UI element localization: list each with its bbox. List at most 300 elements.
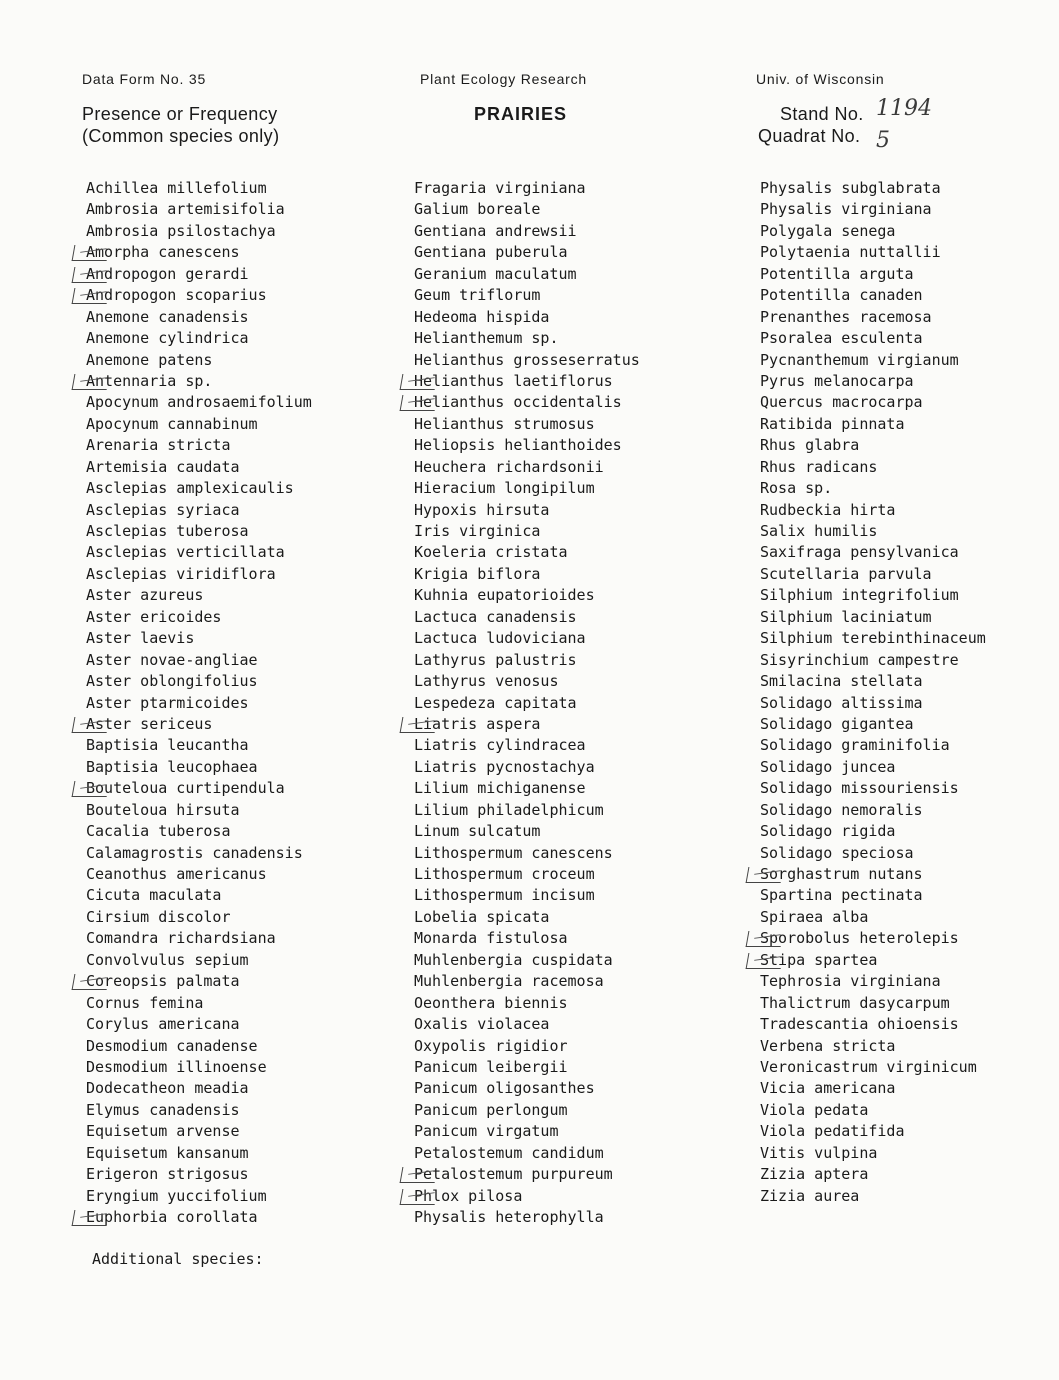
species-item bbox=[760, 371, 1059, 392]
species-name: Andropogon scoparius bbox=[86, 286, 267, 305]
species-item bbox=[86, 564, 416, 585]
species-name: Silphium terebinthinaceum bbox=[760, 629, 986, 648]
species-name: Rhus glabra bbox=[760, 436, 860, 455]
species-name: Lithospermum croceum bbox=[414, 865, 595, 883]
species-name: Panicum leibergii bbox=[414, 1057, 568, 1076]
species-item bbox=[414, 242, 744, 263]
species-item bbox=[86, 735, 416, 756]
species-name: Aster oblongifolius bbox=[86, 672, 258, 691]
species-item bbox=[414, 521, 744, 542]
species-name: Aster ptarmicoides bbox=[86, 693, 249, 712]
species-name: Prenanthes racemosa bbox=[760, 307, 932, 326]
species-name: Asclepias viridiflora bbox=[86, 564, 276, 583]
presence-line-2: (Common species only) bbox=[82, 126, 280, 146]
species-item bbox=[760, 585, 1059, 606]
species-name: Geranium maculatum bbox=[414, 264, 577, 283]
species-name: Koeleria cristata bbox=[414, 543, 568, 562]
species-name: Lithospermum canescens bbox=[414, 843, 613, 862]
species-name: Rhus radicans bbox=[760, 457, 878, 476]
species-name: Apocynum androsaemifolium bbox=[86, 393, 312, 412]
species-item bbox=[760, 392, 1059, 413]
species-item bbox=[414, 778, 744, 799]
species-item bbox=[760, 521, 1059, 542]
species-item bbox=[86, 628, 416, 649]
species-name: Cacalia tuberosa bbox=[86, 822, 231, 841]
species-item bbox=[760, 1036, 1059, 1057]
species-item bbox=[760, 778, 1059, 799]
check-mark-icon bbox=[72, 781, 110, 797]
species-name: Muhlenbergia racemosa bbox=[414, 972, 604, 991]
species-item bbox=[760, 1121, 1059, 1142]
species-item bbox=[86, 821, 416, 842]
species-name: Oeonthera biennis bbox=[414, 993, 568, 1012]
species-item bbox=[760, 221, 1059, 242]
species-item bbox=[86, 585, 416, 606]
species-item bbox=[414, 435, 744, 456]
species-name: Asclepias amplexicaulis bbox=[86, 479, 294, 498]
species-item bbox=[760, 178, 1059, 199]
species-name: Geum triflorum bbox=[414, 286, 541, 305]
species-item bbox=[414, 1164, 744, 1185]
quadrat-number: 5 bbox=[876, 128, 890, 153]
species-name: Tephrosia virginiana bbox=[760, 972, 941, 991]
species-name: Linum sulcatum bbox=[414, 822, 541, 841]
species-item bbox=[760, 800, 1059, 821]
species-name: Phlox pilosa bbox=[414, 1186, 523, 1205]
species-name: Achillea millefolium bbox=[86, 179, 267, 197]
species-name: Physalis subglabrata bbox=[760, 179, 941, 197]
species-name: Bouteloua hirsuta bbox=[86, 800, 240, 819]
species-name: Asclepias syriaca bbox=[86, 500, 240, 519]
species-item bbox=[86, 1036, 416, 1057]
species-item bbox=[414, 264, 744, 285]
species-name: Stipa spartea bbox=[760, 950, 878, 969]
check-mark-icon bbox=[400, 374, 438, 390]
species-name: Spartina pectinata bbox=[760, 886, 923, 905]
species-item bbox=[86, 350, 416, 371]
species-name: Gentiana andrewsii bbox=[414, 221, 577, 240]
species-item bbox=[86, 221, 416, 242]
species-item bbox=[86, 1014, 416, 1035]
species-item bbox=[414, 285, 744, 306]
species-name: Pyrus melanocarpa bbox=[760, 371, 914, 390]
species-item bbox=[86, 328, 416, 349]
species-name: Solidago gigantea bbox=[760, 714, 914, 733]
species-item bbox=[760, 907, 1059, 928]
species-name: Physalis heterophylla bbox=[414, 1208, 604, 1226]
species-name: Solidago speciosa bbox=[760, 843, 914, 862]
species-item bbox=[414, 671, 744, 692]
species-item bbox=[760, 1164, 1059, 1185]
species-item bbox=[760, 1100, 1059, 1121]
species-item bbox=[760, 650, 1059, 671]
species-name: Thalictrum dasycarpum bbox=[760, 993, 950, 1012]
species-item bbox=[414, 307, 744, 328]
species-name: Spiraea alba bbox=[760, 907, 869, 926]
species-item bbox=[414, 735, 744, 756]
check-mark-icon bbox=[746, 931, 784, 947]
research-label: Plant Ecology Research bbox=[420, 71, 588, 87]
species-name: Iris virginica bbox=[414, 522, 541, 540]
species-name: Comandra richardsiana bbox=[86, 929, 276, 948]
species-item bbox=[760, 242, 1059, 263]
species-item bbox=[760, 1186, 1059, 1207]
species-name: Calamagrostis canadensis bbox=[86, 843, 303, 862]
species-item bbox=[86, 671, 416, 692]
species-name: Elymus canadensis bbox=[86, 1100, 240, 1119]
species-item bbox=[86, 371, 416, 392]
species-name: Liatris pycnostachya bbox=[414, 757, 595, 776]
species-name: Cornus femina bbox=[86, 993, 204, 1012]
species-item bbox=[414, 1014, 744, 1035]
species-column-3 bbox=[760, 178, 1059, 1207]
species-name: Helianthus occidentalis bbox=[414, 393, 622, 412]
species-name: Galium boreale bbox=[414, 200, 541, 219]
species-item bbox=[760, 199, 1059, 220]
species-item bbox=[414, 907, 744, 928]
species-name: Hedeoma hispida bbox=[414, 307, 550, 326]
species-item bbox=[414, 800, 744, 821]
check-mark-icon bbox=[72, 974, 110, 990]
check-mark-icon bbox=[400, 717, 438, 733]
species-item bbox=[414, 1121, 744, 1142]
check-mark-icon bbox=[400, 395, 438, 411]
species-item bbox=[86, 414, 416, 435]
species-name: Solidago graminifolia bbox=[760, 736, 950, 755]
species-item bbox=[86, 435, 416, 456]
species-name: Silphium laciniatum bbox=[760, 607, 932, 626]
species-name: Solidago altissima bbox=[760, 693, 923, 712]
species-item bbox=[414, 864, 744, 885]
species-name: Sisyrinchium campestre bbox=[760, 650, 959, 669]
species-name: Vitis vulpina bbox=[760, 1143, 878, 1162]
species-item bbox=[760, 671, 1059, 692]
species-item bbox=[86, 521, 416, 542]
species-name: Vicia americana bbox=[760, 1079, 896, 1098]
form-number: Data Form No. 35 bbox=[82, 71, 207, 87]
species-item bbox=[760, 1143, 1059, 1164]
species-item bbox=[414, 1057, 744, 1078]
species-item bbox=[86, 242, 416, 263]
species-item bbox=[414, 500, 744, 521]
species-name: Physalis virginiana bbox=[760, 200, 932, 219]
species-item bbox=[760, 607, 1059, 628]
species-name: Ambrosia psilostachya bbox=[86, 221, 276, 240]
species-name: Panicum oligosanthes bbox=[414, 1079, 595, 1098]
species-item bbox=[760, 564, 1059, 585]
species-name: Silphium integrifolium bbox=[760, 586, 959, 605]
species-item bbox=[760, 628, 1059, 649]
species-name: Hieracium longipilum bbox=[414, 479, 595, 498]
species-item bbox=[414, 392, 744, 413]
species-item bbox=[86, 1078, 416, 1099]
species-name: Lathyrus palustris bbox=[414, 650, 577, 669]
check-mark-icon bbox=[72, 374, 110, 390]
species-name: Psoralea esculenta bbox=[760, 329, 923, 348]
species-name: Lactuca ludoviciana bbox=[414, 629, 586, 648]
species-name: Rosa sp. bbox=[760, 479, 833, 498]
species-name: Equisetum arvense bbox=[86, 1122, 240, 1141]
species-item bbox=[86, 1207, 416, 1228]
species-name: Asclepias tuberosa bbox=[86, 522, 249, 540]
species-name: Petalostemum candidum bbox=[414, 1143, 604, 1162]
species-item bbox=[86, 199, 416, 220]
species-item bbox=[86, 693, 416, 714]
species-name: Oxalis violacea bbox=[414, 1015, 550, 1034]
species-item bbox=[414, 1143, 744, 1164]
page-title: PRAIRIES bbox=[474, 104, 568, 124]
species-name: Fragaria virginiana bbox=[414, 179, 586, 197]
species-name: Lilium philadelphicum bbox=[414, 800, 604, 819]
species-name: Euphorbia corollata bbox=[86, 1208, 258, 1226]
species-name: Liatris aspera bbox=[414, 714, 541, 733]
species-name: Helianthus laetiflorus bbox=[414, 371, 613, 390]
species-item bbox=[414, 457, 744, 478]
species-name: Arenaria stricta bbox=[86, 436, 231, 455]
species-name: Corylus americana bbox=[86, 1015, 240, 1034]
species-name: Zizia aptera bbox=[760, 1165, 869, 1184]
species-item bbox=[86, 607, 416, 628]
species-name: Lactuca canadensis bbox=[414, 607, 577, 626]
species-item bbox=[414, 693, 744, 714]
check-mark-icon bbox=[72, 288, 110, 304]
species-name: Zizia aurea bbox=[760, 1186, 860, 1205]
species-name: Gentiana puberula bbox=[414, 243, 568, 262]
species-name: Viola pedatifida bbox=[760, 1122, 905, 1141]
species-name: Amorpha canescens bbox=[86, 243, 240, 262]
species-name: Anemone canadensis bbox=[86, 307, 249, 326]
species-name: Viola pedata bbox=[760, 1100, 869, 1119]
species-item bbox=[414, 628, 744, 649]
species-name: Ambrosia artemisifolia bbox=[86, 200, 285, 219]
species-name: Cicuta maculata bbox=[86, 886, 222, 905]
species-item bbox=[86, 264, 416, 285]
species-item bbox=[414, 971, 744, 992]
species-name: Liatris cylindracea bbox=[414, 736, 586, 755]
species-name: Helianthus strumosus bbox=[414, 414, 595, 433]
species-name: Monarda fistulosa bbox=[414, 929, 568, 948]
species-item bbox=[86, 993, 416, 1014]
quadrat-label: Quadrat No. bbox=[758, 126, 861, 146]
species-name: Lilium michiganense bbox=[414, 779, 586, 798]
species-item bbox=[760, 414, 1059, 435]
species-item bbox=[760, 928, 1059, 949]
species-item bbox=[414, 843, 744, 864]
species-name: Pycnanthemum virgianum bbox=[760, 350, 959, 369]
species-item bbox=[86, 928, 416, 949]
species-name: Solidago missouriensis bbox=[760, 779, 959, 798]
species-item bbox=[760, 435, 1059, 456]
species-item bbox=[760, 693, 1059, 714]
check-mark-icon bbox=[72, 1210, 110, 1226]
species-name: Rudbeckia hirta bbox=[760, 500, 896, 519]
species-item bbox=[414, 542, 744, 563]
species-name: Equisetum kansanum bbox=[86, 1143, 249, 1162]
species-item bbox=[86, 843, 416, 864]
species-item bbox=[414, 1036, 744, 1057]
check-mark-icon bbox=[72, 717, 110, 733]
species-name: Helianthus grosseserratus bbox=[414, 350, 640, 369]
species-name: Desmodium illinoense bbox=[86, 1057, 267, 1076]
check-mark-icon bbox=[746, 953, 784, 969]
species-item bbox=[414, 199, 744, 220]
species-item bbox=[414, 1078, 744, 1099]
species-item bbox=[86, 1121, 416, 1142]
species-name: Aster sericeus bbox=[86, 714, 213, 733]
species-name: Aster laevis bbox=[86, 629, 195, 648]
species-item bbox=[760, 1057, 1059, 1078]
species-item bbox=[86, 500, 416, 521]
species-name: Convolvulus sepium bbox=[86, 950, 249, 969]
species-item bbox=[414, 350, 744, 371]
species-item bbox=[760, 457, 1059, 478]
species-name: Antennaria sp. bbox=[86, 371, 213, 390]
species-name: Dodecatheon meadia bbox=[86, 1079, 249, 1098]
species-item bbox=[760, 993, 1059, 1014]
species-name: Verbena stricta bbox=[760, 1036, 896, 1055]
species-name: Heuchera richardsonii bbox=[414, 457, 604, 476]
species-name: Heliopsis helianthoides bbox=[414, 436, 622, 455]
species-name: Muhlenbergia cuspidata bbox=[414, 950, 613, 969]
species-name: Polygala senega bbox=[760, 221, 896, 240]
species-item bbox=[414, 1207, 744, 1228]
species-item bbox=[414, 564, 744, 585]
species-name: Eryngium yuccifolium bbox=[86, 1186, 267, 1205]
species-name: Panicum virgatum bbox=[414, 1122, 559, 1141]
species-item bbox=[86, 478, 416, 499]
species-name: Aster ericoides bbox=[86, 607, 222, 626]
species-item bbox=[760, 971, 1059, 992]
species-item bbox=[86, 885, 416, 906]
species-name: Lathyrus venosus bbox=[414, 672, 559, 691]
check-mark-icon bbox=[746, 867, 784, 883]
species-item bbox=[760, 1014, 1059, 1035]
species-name: Oxypolis rigidior bbox=[414, 1036, 568, 1055]
species-item bbox=[86, 178, 416, 199]
species-item bbox=[760, 885, 1059, 906]
species-item bbox=[760, 542, 1059, 563]
species-name: Coreopsis palmata bbox=[86, 972, 240, 991]
species-name: Aster azureus bbox=[86, 586, 204, 605]
species-name: Aster novae-angliae bbox=[86, 650, 258, 669]
species-item bbox=[760, 714, 1059, 735]
species-item bbox=[86, 307, 416, 328]
additional-species-label: Additional species: bbox=[92, 1250, 264, 1268]
species-name: Panicum perlongum bbox=[414, 1100, 568, 1119]
species-item bbox=[414, 607, 744, 628]
species-item bbox=[414, 821, 744, 842]
species-item bbox=[414, 178, 744, 199]
species-item bbox=[86, 757, 416, 778]
species-item bbox=[86, 1057, 416, 1078]
species-item bbox=[760, 500, 1059, 521]
species-item bbox=[414, 585, 744, 606]
species-item bbox=[760, 843, 1059, 864]
species-name: Krigia biflora bbox=[414, 564, 541, 583]
species-name: Ceanothus americanus bbox=[86, 865, 267, 883]
species-name: Solidago juncea bbox=[760, 757, 896, 776]
species-item bbox=[414, 1100, 744, 1121]
species-name: Anemone cylindrica bbox=[86, 329, 249, 348]
check-mark-icon bbox=[72, 245, 110, 261]
species-name: Andropogon gerardi bbox=[86, 264, 249, 283]
species-name: Desmodium canadense bbox=[86, 1036, 258, 1055]
species-column-1 bbox=[86, 178, 416, 1228]
species-name: Asclepias verticillata bbox=[86, 543, 285, 562]
species-item bbox=[86, 778, 416, 799]
species-item bbox=[86, 800, 416, 821]
species-name: Kuhnia eupatorioides bbox=[414, 586, 595, 605]
presence-line-1: Presence or Frequency bbox=[82, 104, 278, 124]
species-item bbox=[86, 650, 416, 671]
species-name: Baptisia leucantha bbox=[86, 736, 249, 755]
species-item bbox=[760, 950, 1059, 971]
species-name: Lithospermum incisum bbox=[414, 886, 595, 905]
species-item bbox=[760, 285, 1059, 306]
species-item bbox=[86, 907, 416, 928]
species-name: Helianthemum sp. bbox=[414, 329, 559, 348]
species-item bbox=[414, 221, 744, 242]
species-name: Polytaenia nuttallii bbox=[760, 243, 941, 262]
species-name: Sporobolus heterolepis bbox=[760, 929, 959, 948]
species-item bbox=[86, 1186, 416, 1207]
species-item bbox=[86, 1100, 416, 1121]
species-name: Solidago nemoralis bbox=[760, 800, 923, 819]
species-item bbox=[86, 864, 416, 885]
species-name: Potentilla arguta bbox=[760, 264, 914, 283]
species-item bbox=[414, 328, 744, 349]
species-item bbox=[760, 307, 1059, 328]
species-item bbox=[414, 478, 744, 499]
species-item bbox=[414, 993, 744, 1014]
species-name: Lobelia spicata bbox=[414, 907, 550, 926]
species-name: Solidago rigida bbox=[760, 822, 896, 841]
species-item bbox=[414, 650, 744, 671]
species-item bbox=[86, 285, 416, 306]
species-item bbox=[414, 414, 744, 435]
species-name: Apocynum cannabinum bbox=[86, 414, 258, 433]
check-mark-icon bbox=[72, 267, 110, 283]
species-name: Petalostemum purpureum bbox=[414, 1165, 613, 1184]
species-item bbox=[760, 350, 1059, 371]
species-name: Erigeron strigosus bbox=[86, 1165, 249, 1184]
species-item bbox=[86, 950, 416, 971]
species-column-2 bbox=[414, 178, 744, 1228]
stand-label: Stand No. bbox=[780, 104, 864, 124]
species-name: Tradescantia ohioensis bbox=[760, 1015, 959, 1034]
species-name: Salix humilis bbox=[760, 522, 878, 540]
species-name: Veronicastrum virginicum bbox=[760, 1057, 977, 1076]
check-mark-icon bbox=[400, 1167, 438, 1183]
species-name: Baptisia leucophaea bbox=[86, 757, 258, 776]
species-item bbox=[760, 821, 1059, 842]
species-item bbox=[760, 328, 1059, 349]
species-item bbox=[760, 757, 1059, 778]
species-item bbox=[86, 457, 416, 478]
species-item bbox=[86, 392, 416, 413]
species-item bbox=[414, 885, 744, 906]
species-name: Anemone patens bbox=[86, 350, 213, 369]
species-item bbox=[414, 950, 744, 971]
species-name: Smilacina stellata bbox=[760, 672, 923, 691]
university-label: Univ. of Wisconsin bbox=[756, 71, 885, 87]
species-name: Ratibida pinnata bbox=[760, 414, 905, 433]
species-item bbox=[760, 864, 1059, 885]
species-name: Potentilla canaden bbox=[760, 286, 923, 305]
check-mark-icon bbox=[400, 1189, 438, 1205]
species-item bbox=[760, 264, 1059, 285]
species-name: Quercus macrocarpa bbox=[760, 393, 923, 412]
